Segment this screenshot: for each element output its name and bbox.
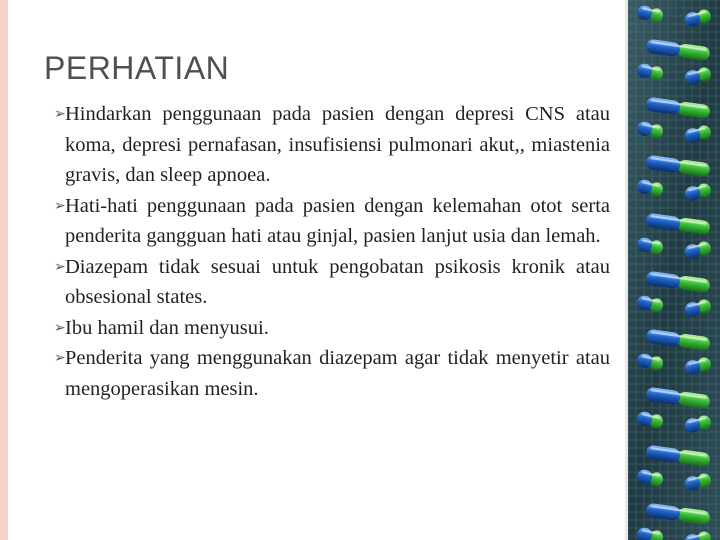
list-item bbox=[44, 252, 610, 313]
bullet-list bbox=[44, 99, 610, 404]
list-item-text: Diazepam tidak sesuai untuk pengobatan psikosis kronik atau obsesional states. bbox=[65, 255, 610, 308]
list-item-text: Hati-hati penggunaan pada pasien dengan kelemahan otot serta penderita gangguan hati atau ginjal, pasien lanjut usia dan lemah. bbox=[65, 194, 610, 247]
list-item-text: Penderita yang menggunakan diazepam agar tidak menyetir atau mengoperasikan mesin. bbox=[65, 347, 610, 400]
list-item bbox=[44, 191, 610, 252]
capsule-pills-graphic bbox=[628, 0, 720, 540]
list-item bbox=[44, 343, 610, 404]
arrow-bullet-icon: ➢ bbox=[54, 258, 66, 275]
capsule-decoration-image bbox=[628, 0, 720, 540]
arrow-bullet-icon: ➢ bbox=[54, 106, 66, 122]
slide-title: PERHATIAN bbox=[44, 50, 230, 86]
list-item-text: Ibu hamil dan menyusui. bbox=[65, 316, 269, 339]
left-accent-bar bbox=[0, 0, 8, 540]
list-item bbox=[44, 313, 610, 344]
list-item-text: Hindarkan penggunaan pada pasien dengan depresi CNS atau koma, depresi pernafasan, insufisiensi pulmonari akut,, miastenia gravis, dan sleep apnoea. bbox=[65, 103, 610, 186]
arrow-bullet-icon: ➢ bbox=[54, 350, 66, 366]
arrow-bullet-icon: ➢ bbox=[54, 319, 66, 336]
list-item bbox=[44, 99, 610, 191]
arrow-bullet-icon: ➢ bbox=[54, 197, 66, 214]
